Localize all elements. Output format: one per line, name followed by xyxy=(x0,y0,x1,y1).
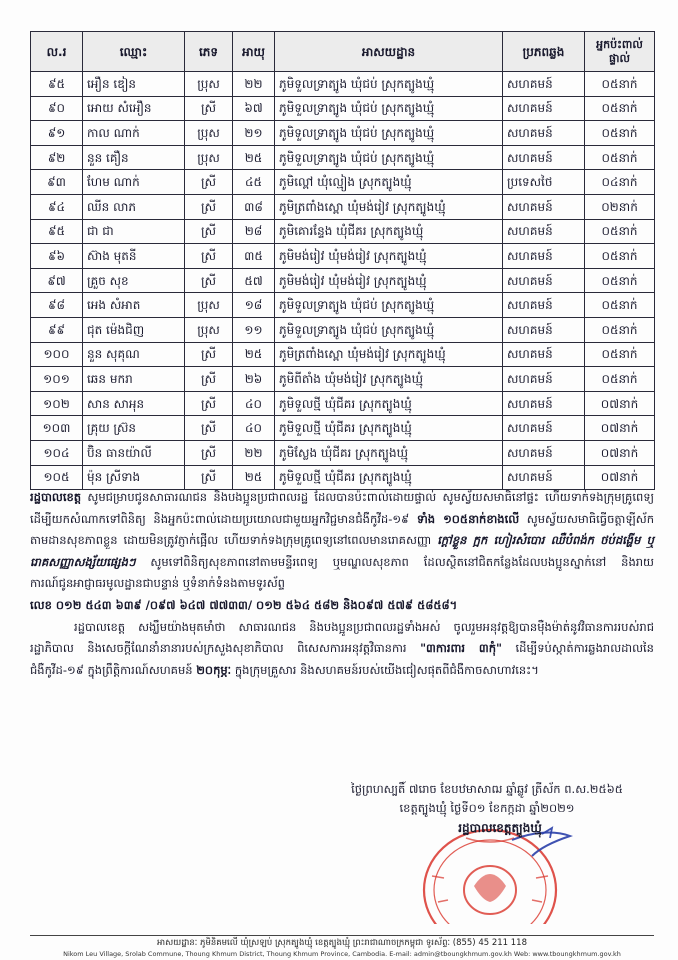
cell-address: ភូមិទួលទ្រាត្បូង ឃុំជប់ ស្រុកត្បូងឃ្មុំ xyxy=(275,293,503,318)
notice-p2-event: ២០កុម្ភៈ xyxy=(196,662,232,677)
cell-contacts: ០៥នាក់ xyxy=(585,367,655,392)
cell-address: ភូមិទួលទ្រាត្បូង ឃុំជប់ ស្រុកត្បូងឃ្មុំ xyxy=(275,96,503,121)
header-name: ឈ្មោះ xyxy=(83,32,185,72)
cell-sex: ប្រុស xyxy=(185,317,233,342)
cell-sex: ប្រុស xyxy=(185,293,233,318)
cell-address: ភូមិទួលថ្មី ឃុំជីគរ ស្រុកត្បូងឃ្មុំ xyxy=(275,391,503,416)
lunar-date: ថ្ងៃព្រហស្បតិ៍ ៧រោច ខែបឋមាសាឍ ឆ្នាំឆ្លូវ ត្រីស័ក ព.ស.២៥៦៥ xyxy=(351,782,623,796)
cell-contacts: ០៥នាក់ xyxy=(585,145,655,170)
notice-p2-measures: "៣ការពារ ៣កុំ" xyxy=(420,641,503,656)
cell-name: ជា ជា xyxy=(83,219,185,244)
header-direct-contacts: អ្នកប៉ះពាល់ផ្ទាល់ xyxy=(585,32,655,72)
table-body xyxy=(31,72,655,490)
table-row xyxy=(31,440,655,465)
cell-name: នួន សុគុណ xyxy=(83,342,185,367)
cell-name: សាន សាអុន xyxy=(83,391,185,416)
header-sex: ភេទ xyxy=(185,32,233,72)
cell-age: ៤០ xyxy=(233,391,275,416)
cell-address: ភូមិទួលទ្រាត្បូង ឃុំជប់ ស្រុកត្បូងឃ្មុំ xyxy=(275,317,503,342)
cell-contacts: ០៧នាក់ xyxy=(585,465,655,490)
cell-name: គ្រួច សុខ xyxy=(83,268,185,293)
cell-source: សហគមន៍ xyxy=(503,194,585,219)
cell-address: ភូមិទួលថ្មី ឃុំជីគរ ស្រុកត្បូងឃ្មុំ xyxy=(275,416,503,441)
notice-p1-c: សូមទៅពិនិត្យសុខភាពនៅតាមមន្ទីរពេទ្យ ឬមណ្ឌលសុខភាព ដែលស្ថិតនៅជិតកន្លែងដែលបងប្អូនស្នាក់នៅ និងរាយការណ៍ជូនអាជ្ញាធរមូលដ្ឋានជាបន្ទាន់ ឬទំនាក់ទំនងតាមទូរស័ព្ទ xyxy=(30,554,654,591)
cell-contacts: ០៥នាក់ xyxy=(585,342,655,367)
cell-address: ភូមិពីតាំង ឃុំមង់រៀវ ស្រុកត្បូងឃ្មុំ xyxy=(275,367,503,392)
cell-address: ភូមិទួលថ្មី ឃុំជីគរ ស្រុកត្បូងឃ្មុំ xyxy=(275,465,503,490)
cell-name: អឿន ឌៀន xyxy=(83,72,185,97)
signer-title: រដ្ឋបាលខេត្តត្បូងឃ្មុំ xyxy=(458,821,542,835)
cell-address: ភូមិគោរន្ទែង ឃុំជីគរ ស្រុកត្បូងឃ្មុំ xyxy=(275,219,503,244)
table-row xyxy=(31,342,655,367)
cell-no: ៩៩ xyxy=(31,317,83,342)
cell-no: ១០៤ xyxy=(31,440,83,465)
cell-age: ២៥ xyxy=(233,145,275,170)
notice-symptoms: ក្ដៅខ្លួន ក្អក ហៀរសំបោរ ឈឺបំពង់ក ថប់ដង្ហើម ឬរោគសញ្ញាសង្ស័យផ្សេងៗ xyxy=(30,533,654,569)
table-row xyxy=(31,244,655,269)
cell-contacts: ០៧នាក់ xyxy=(585,416,655,441)
cell-contacts: ០៥នាក់ xyxy=(585,121,655,146)
cell-name: ហែម ណាក់ xyxy=(83,170,185,195)
cell-sex: ស្រី xyxy=(185,244,233,269)
cell-source: សហគមន៍ xyxy=(503,391,585,416)
cell-name: នួន គឿន xyxy=(83,145,185,170)
table-row xyxy=(31,219,655,244)
cell-address: ភូមិត្រពាំងស្ពោ ឃុំមង់រៀវ ស្រុកត្បូងឃ្មុំ xyxy=(275,194,503,219)
notice-paragraph-1 xyxy=(30,487,654,595)
cell-contacts: ០៥នាក់ xyxy=(585,244,655,269)
cell-age: ២៥ xyxy=(233,342,275,367)
cell-no: ៩៧ xyxy=(31,268,83,293)
notice-paragraph-2 xyxy=(30,617,654,682)
cell-source: សហគមន៍ xyxy=(503,145,585,170)
cell-no: ៩៣ xyxy=(31,170,83,195)
cell-sex: ប្រុស xyxy=(185,145,233,170)
cell-age: ១៨ xyxy=(233,293,275,318)
table-row xyxy=(31,367,655,392)
cell-address: ភូមិល្ពៅ ឃុំល្មៀង ស្រុកត្បូងឃ្មុំ xyxy=(275,170,503,195)
notice-p1-lead: រដ្ឋបាលខេត្ត xyxy=(30,490,82,504)
cell-address: ភូមិមង់រៀវ ឃុំមង់រៀវ ស្រុកត្បូងឃ្មុំ xyxy=(275,244,503,269)
cell-source: សហគមន៍ xyxy=(503,121,585,146)
header-age: អាយុ xyxy=(233,32,275,72)
cell-age: ៣៥ xyxy=(233,244,275,269)
cell-age: ៤៥ xyxy=(233,170,275,195)
cell-source: សហគមន៍ xyxy=(503,416,585,441)
cell-no: ៩៦ xyxy=(31,244,83,269)
cell-source: សហគមន៍ xyxy=(503,72,585,97)
cell-age: ៦៧ xyxy=(233,96,275,121)
table-row xyxy=(31,96,655,121)
cell-address: ភូមិត្រពាំងស្ពោ ឃុំមង់រៀវ ស្រុកត្បូងឃ្មុំ xyxy=(275,342,503,367)
table-header-row xyxy=(31,32,655,72)
cell-source: សហគមន៍ xyxy=(503,317,585,342)
cell-age: ២៨ xyxy=(233,219,275,244)
cell-age: ៥៧ xyxy=(233,268,275,293)
cell-age: ២២ xyxy=(233,440,275,465)
cell-contacts: ០៥នាក់ xyxy=(585,293,655,318)
cell-sex: ស្រី xyxy=(185,219,233,244)
notice-p1-count: ទាំង ១០៥នាក់ខាងលើ xyxy=(416,511,520,526)
cell-address: ភូមិស្លែង ឃុំជីគរ ស្រុកត្បូងឃ្មុំ xyxy=(275,440,503,465)
notice-p2-b: ដើម្បីទប់ស្កាត់ការឆ្លងរាលដាលនៃជំងឺកូវីដ-១៩ ក្នុងព្រឹត្តិការណ៍សហគមន៍ xyxy=(30,641,654,677)
cell-contacts: ០២នាក់ xyxy=(585,194,655,219)
table-row xyxy=(31,145,655,170)
cell-source: សហគមន៍ xyxy=(503,293,585,318)
footer-divider xyxy=(30,935,654,936)
cell-contacts: ០៧នាក់ xyxy=(585,391,655,416)
table-row xyxy=(31,268,655,293)
notice-p2-c: ក្នុងក្រុមគ្រួសារ និងសហគមន៍របស់យើងជៀសផុតពីជំងឺកាចសាហាវនេះ។ xyxy=(231,662,539,677)
cell-age: ៤០ xyxy=(233,416,275,441)
notice-p2-a: សង្ឃឹមយ៉ាងមុតមាំថា សាធារណជន និងបងប្អូនប្រជាពលរដ្ឋទាំងអស់ ចូលរួមអនុវត្តឱ្យបានម៉ឺងម៉ាត់នូវវិធានការរបស់រាជរដ្ឋាភិបាល និងសេចក្ដីណែនាំនានារបស់ក្រសួងសុខាភិបាល ពិសេសការអនុវត្តវិធានការ xyxy=(30,619,654,656)
table-row xyxy=(31,293,655,318)
notice-p2-lead: រដ្ឋបាលខេត្ត xyxy=(74,619,126,634)
cell-age: ២៦ xyxy=(233,367,275,392)
cell-age: ២៥ xyxy=(233,465,275,490)
cell-sex: ស្រី xyxy=(185,96,233,121)
cell-sex: ស្រី xyxy=(185,440,233,465)
cases-table xyxy=(30,31,655,490)
cell-address: ភូមិទួលទ្រាត្បូង ឃុំជប់ ស្រុកត្បូងឃ្មុំ xyxy=(275,145,503,170)
table-row xyxy=(31,317,655,342)
cell-no: ៩០ xyxy=(31,96,83,121)
cell-name: ជុត ម៉េងជិញ xyxy=(83,317,185,342)
notice-phone-numbers: លេខ ០១២ ៥៤៣ ៦៣៩ /០៩៧ ៦៤៧ ៧៧៣៣/ ០១២ ៥៦៤ ៥៨២ និង០៩៧ ៥៧៩ ៥៨៥៨។ xyxy=(30,597,458,612)
cell-no: ៩៨ xyxy=(31,293,83,318)
cell-no: ៩៤ xyxy=(31,194,83,219)
cell-no: ៩២ xyxy=(31,145,83,170)
header-source: ប្រភពឆ្លង xyxy=(503,32,585,72)
cell-sex: ស្រី xyxy=(185,465,233,490)
cell-name: អោយ សំអឿន xyxy=(83,96,185,121)
cell-source: សហគមន៍ xyxy=(503,219,585,244)
notice-text xyxy=(30,487,654,681)
cell-no: ១០០ xyxy=(31,342,83,367)
table-row xyxy=(31,465,655,490)
cell-address: ភូមិទួលទ្រាត្បូង ឃុំជប់ ស្រុកត្បូងឃ្មុំ xyxy=(275,72,503,97)
footer-khmer-address: អាសយដ្ឋានៈ ភូមិនិគមលើ ឃុំស្រឡប់ ស្រុកត្បូងឃ្មុំ ខេត្តត្បូងឃ្មុំ ព្រះរាជាណាចក្រកម្ពុជា ទូរស័ព្ទៈ (855) 45 211 118 xyxy=(156,938,527,948)
cell-sex: ស្រី xyxy=(185,170,233,195)
cell-no: ១០១ xyxy=(31,367,83,392)
cell-source: សហគមន៍ xyxy=(503,367,585,392)
header-no: ល.រ xyxy=(31,32,83,72)
cell-address: ភូមិទួលទ្រាត្បូង ឃុំជប់ ស្រុកត្បូងឃ្មុំ xyxy=(275,121,503,146)
cell-name: ឆេន មករា xyxy=(83,367,185,392)
cell-address: ភូមិមង់រៀវ ឃុំមង់រៀវ ស្រុកត្បូងឃ្មុំ xyxy=(275,268,503,293)
footer-english-address: Nikom Leu Village, Srolab Commune, Thoung Khmum District, Thoung Khmum Province, Cambodia. E-mail: admin@tboungkhmum.gov.kh Web: www.tboungkhmum.gov.kh xyxy=(63,950,621,958)
cell-sex: ស្រី xyxy=(185,268,233,293)
cell-source: សហគមន៍ xyxy=(503,465,585,490)
cell-contacts: ០៥នាក់ xyxy=(585,317,655,342)
cell-source: សហគមន៍ xyxy=(503,342,585,367)
cell-age: ២២ xyxy=(233,72,275,97)
cell-contacts: ០៥នាក់ xyxy=(585,72,655,97)
cell-sex: ស្រី xyxy=(185,194,233,219)
table-row xyxy=(31,391,655,416)
cell-source: ប្រទេសថៃ xyxy=(503,170,585,195)
cell-no: ១០២ xyxy=(31,391,83,416)
cell-sex: ស្រី xyxy=(185,416,233,441)
cell-source: សហគមន៍ xyxy=(503,244,585,269)
cell-no: ១០៣ xyxy=(31,416,83,441)
cell-age: ១១ xyxy=(233,317,275,342)
cell-age: ២១ xyxy=(233,121,275,146)
cell-name: កាល ណាក់ xyxy=(83,121,185,146)
cell-contacts: ០៥នាក់ xyxy=(585,268,655,293)
cell-sex: ស្រី xyxy=(185,342,233,367)
table-row xyxy=(31,121,655,146)
cell-age: ៣៨ xyxy=(233,194,275,219)
cell-contacts: ០៤នាក់ xyxy=(585,170,655,195)
cell-sex: ប្រុស xyxy=(185,72,233,97)
cell-name: ម៉ុន ស្រីទាង xyxy=(83,465,185,490)
cell-no: ៩៥ xyxy=(31,72,83,97)
header-address: អាសយដ្ឋាន xyxy=(275,32,503,72)
table-row xyxy=(31,170,655,195)
cell-sex: ស្រី xyxy=(185,391,233,416)
table-row xyxy=(31,194,655,219)
cell-name: គ្រុយ ស្រ៊ន xyxy=(83,416,185,441)
cell-contacts: ០៥នាក់ xyxy=(585,96,655,121)
cell-contacts: ០៥នាក់ xyxy=(585,219,655,244)
table-row xyxy=(31,72,655,97)
solar-date: ខេត្តត្បូងឃ្មុំ ថ្ងៃទី០១ ខែកក្កដា ឆ្នាំ២០២១ xyxy=(399,801,575,815)
notice-p1-b: សូមស្វ័យសមាធិធ្វើចត្តាឡីស័ក តាមដានសុខភាពខ្លួន ដោយមិនត្រូវភ្ញាក់ផ្អើល ហើយទាក់ទងក្រុមគ្រូពេទ្យនៅពេលមានរោគសញ្ញា xyxy=(30,511,654,548)
cell-name: ឈីន លាភ xyxy=(83,194,185,219)
notice-p1-a: សូមជម្រាបជូនសាធារណជន និងបងប្អូនប្រជាពលរដ្ឋ ដែលបានប៉ះពាល់ដោយផ្ទាល់ សូមស្វ័យសមាធិនៅផ្ទះ ហើយទាក់ទងក្រុមគ្រូពេទ្យ ដើម្បីយកសំណាកទៅពិនិត្យ និងអ្នកប៉ះពាល់ដោយប្រយោលជាមួយអ្នកវិជ្ជមានជំងឺកូវីដ-១៩ xyxy=(30,490,654,526)
cell-name: ស៊ាង មុតនី xyxy=(83,244,185,269)
cell-no: ៩១ xyxy=(31,121,83,146)
cell-sex: ស្រី xyxy=(185,367,233,392)
cell-no: ៩៥ xyxy=(31,219,83,244)
cell-name: ប៊ិន ធានយ៉ាលី xyxy=(83,440,185,465)
cell-no: ១០៥ xyxy=(31,465,83,490)
cell-contacts: ០៧នាក់ xyxy=(585,440,655,465)
table-row xyxy=(31,416,655,441)
cell-sex: ប្រុស xyxy=(185,121,233,146)
cell-source: សហគមន៍ xyxy=(503,96,585,121)
cell-source: សហគមន៍ xyxy=(503,440,585,465)
cell-source: សហគមន៍ xyxy=(503,268,585,293)
cell-name: អេង សំអាត xyxy=(83,293,185,318)
